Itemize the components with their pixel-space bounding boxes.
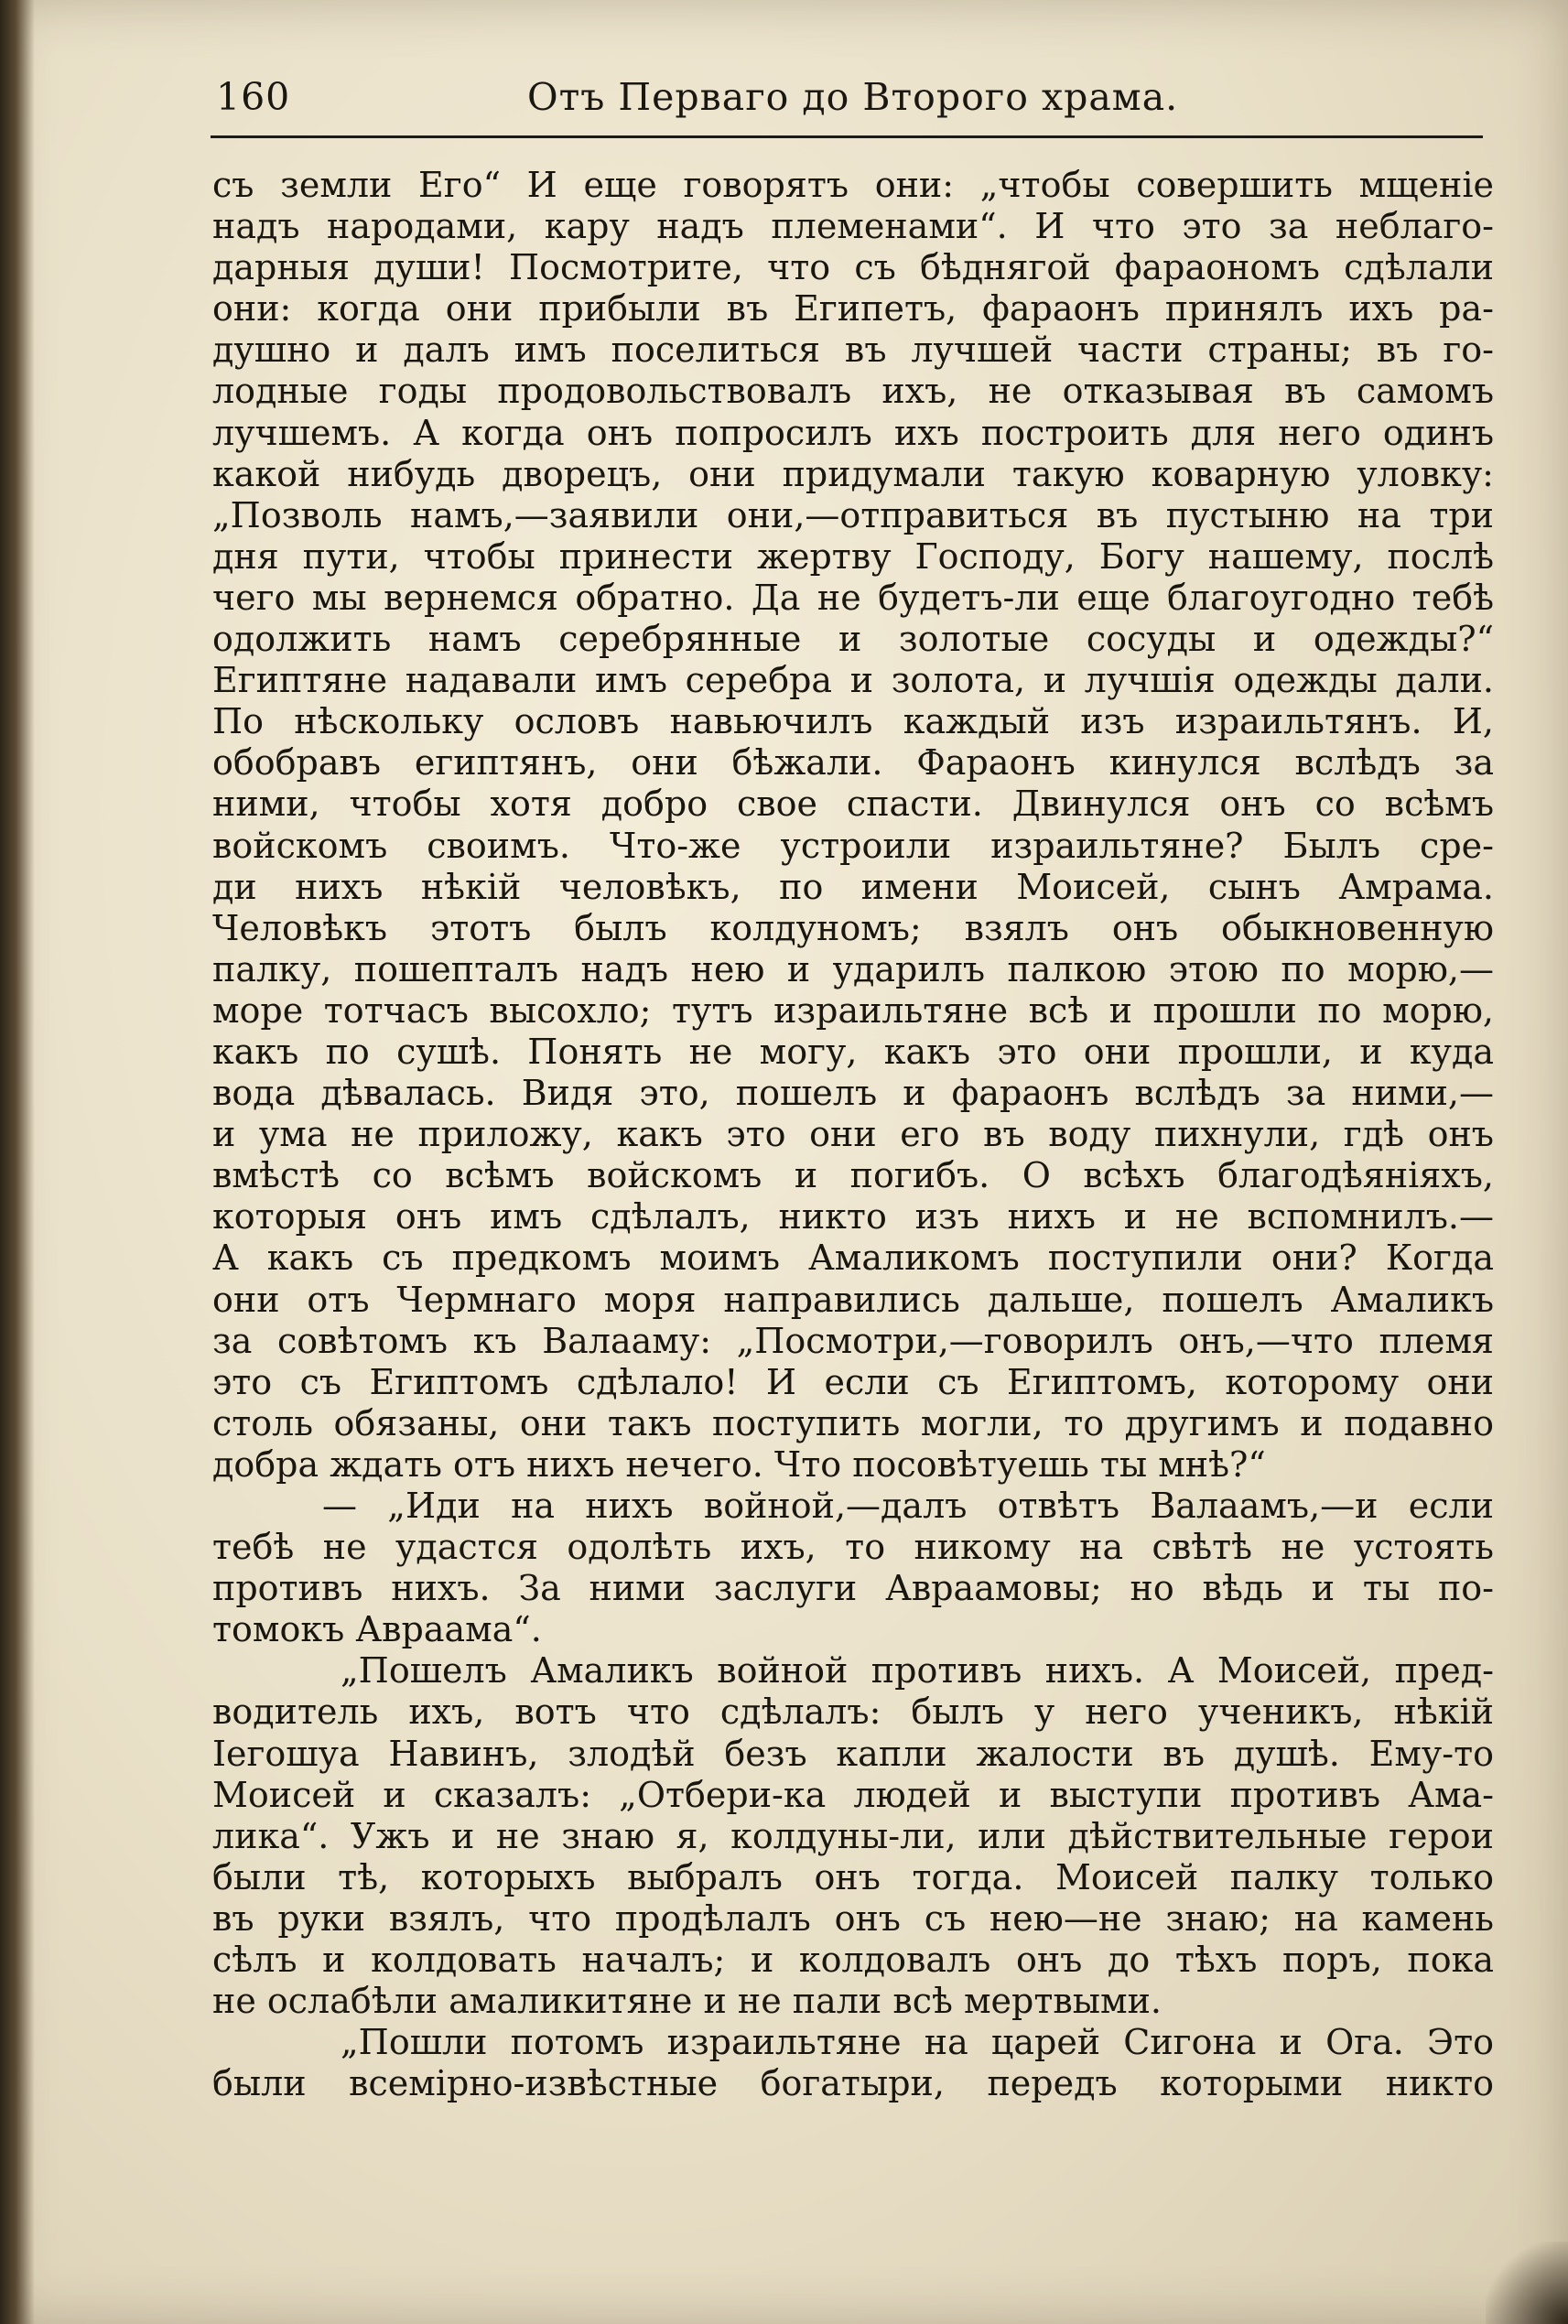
text-line: они: когда они прибыли въ Египетъ, фараонъ принялъ ихъ ра- (212, 288, 1494, 330)
text-line: ними, чтобы хотя добро свое спасти. Двинулся онъ со всѣмъ (212, 784, 1494, 825)
text-line: лучшемъ. А когда онъ попросилъ ихъ построить для него одинъ (212, 412, 1494, 453)
page-number: 160 (216, 75, 291, 119)
page-header (216, 75, 1479, 130)
text-line: были тѣ, которыхъ выбралъ онъ тогда. Моисей палку только (212, 1856, 1494, 1897)
text-line: и ума не приложу, какъ это они его въ воду пихнули, гдѣ онъ (212, 1114, 1494, 1155)
text-line: были всемірно-извѣстные богатыри, передъ которыми никто (212, 2063, 1494, 2104)
text-line: вмѣстѣ со всѣмъ войскомъ и погибъ. О всѣхъ благодѣяніяхъ, (212, 1155, 1494, 1196)
text-line: добра ждать отъ нихъ нечего. Что посовѣтуешь ты мнѣ?“ (212, 1443, 1266, 1485)
text-line: Египтяне надавали имъ серебра и золота, и лучшія одежды дали. (212, 660, 1494, 701)
text-line: въ руки взялъ, что продѣлалъ онъ съ нею—не знаю; на камень (212, 1897, 1494, 1939)
text-line: какъ по сушѣ. Понять не могу, какъ это они прошли, и куда (212, 1031, 1494, 1072)
text-line: съ земли Его“ И еще говорятъ они: „чтобы совершить мщеніе (212, 165, 1494, 205)
text-line: лика“. Ужъ и не знаю я, колдуны-ли, или дѣйствительные герои (212, 1815, 1494, 1856)
text-line: По нѣскольку ословъ навьючилъ каждый изъ израильтянъ. И, (212, 701, 1494, 742)
text-line: надъ народами, кару надъ племенами“. И что это за неблаго- (212, 206, 1494, 247)
text-line: столь обязаны, они такъ поступить могли, то другимъ и подавно (212, 1402, 1494, 1443)
text-line: сѣлъ и колдовать началъ; и колдовалъ онъ до тѣхъ поръ, пока (212, 1940, 1494, 1981)
body-text (212, 165, 1494, 2104)
text-line: какой нибудь дворецъ, они придумали такую коварную уловку: (212, 453, 1494, 494)
text-line: — „Иди на нихъ войной,—далъ отвѣтъ Валаамъ,—и если (322, 1486, 1494, 1526)
text-line: чего мы вернемся обратно. Да не будетъ-ли еще благоугодно тебѣ (212, 577, 1494, 618)
text-line: А какъ съ предкомъ моимъ Амаликомъ поступили они? Когда (212, 1238, 1494, 1279)
text-line: они отъ Чермнаго моря направились дальше, пошелъ Амаликъ (212, 1279, 1494, 1320)
text-line: душно и далъ имъ поселиться въ лучшей части страны; въ го- (212, 330, 1494, 371)
text-line: вода дѣвалась. Видя это, пошелъ и фараонъ вслѣдъ за ними,— (212, 1073, 1494, 1114)
text-line: одолжить намъ серебрянные и золотые сосуды и одежды?“ (212, 619, 1494, 660)
text-line: за совѣтомъ къ Валааму: „Посмотри,—говорилъ онъ,—что племя (212, 1320, 1494, 1361)
text-line: тебѣ не удастся одолѣть ихъ, то никому на свѣтѣ не устоять (212, 1527, 1494, 1568)
text-line: не ослабѣли амаликитяне и не пали всѣ мертвыми. (212, 1981, 1162, 2022)
text-line: дня пути, чтобы принести жертву Господу, Богу нашему, послѣ (212, 535, 1494, 577)
text-line: томокъ Авраама“. (212, 1609, 542, 1650)
text-line: Человѣкъ этотъ былъ колдуномъ; взялъ онъ обыкновенную (212, 907, 1494, 948)
text-line: „Пошли потомъ израильтяне на царей Сигона и Ога. Это (341, 2022, 1494, 2063)
text-line: Моисей и сказалъ: „Отбери-ка людей и выступи противъ Ама- (212, 1774, 1494, 1815)
page-corner-shadow (1486, 2242, 1568, 2324)
text-line: дарныя души! Посмотрите, что съ бѣднягой фараономъ сдѣлали (212, 247, 1494, 288)
text-line: Іегошуа Навинъ, злодѣй безъ капли жалости въ душѣ. Ему-то (212, 1733, 1494, 1774)
text-line: это съ Египтомъ сдѣлало! И если съ Египтомъ, которому они (212, 1361, 1494, 1402)
text-line: „Позволь намъ,—заявили они,—отправиться въ пустыню на три (212, 494, 1494, 535)
text-line: палку, пошепталъ надъ нею и ударилъ палкою этою по морю,— (212, 948, 1494, 989)
text-line: „Пошелъ Амаликъ войной противъ нихъ. А Моисей, пред- (341, 1650, 1494, 1692)
text-line: противъ нихъ. За ними заслуги Авраамовы; но вѣдь и ты по- (212, 1568, 1494, 1609)
text-line: водитель ихъ, вотъ что сдѣлалъ: былъ у него ученикъ, нѣкій (212, 1692, 1494, 1733)
page-edge-shadow (0, 0, 35, 2324)
text-line: обобравъ египтянъ, они бѣжали. Фараонъ кинулся вслѣдъ за (212, 742, 1494, 784)
running-title: Отъ Перваго до Второго храма. (527, 75, 1179, 119)
header-rule (211, 135, 1483, 138)
text-line: лодные годы продовольствовалъ ихъ, не отказывая въ самомъ (212, 371, 1494, 412)
text-line: войскомъ своимъ. Что-же устроили израильтяне? Былъ сре- (212, 825, 1494, 866)
text-line: ди нихъ нѣкій человѣкъ, по имени Моисей, сынъ Амрама. (212, 866, 1494, 907)
text-line: море тотчасъ высохло; тутъ израильтяне всѣ и прошли по морю, (212, 989, 1494, 1031)
text-line: которыя онъ имъ сдѣлалъ, никто изъ нихъ и не вспомнилъ.— (212, 1196, 1494, 1238)
